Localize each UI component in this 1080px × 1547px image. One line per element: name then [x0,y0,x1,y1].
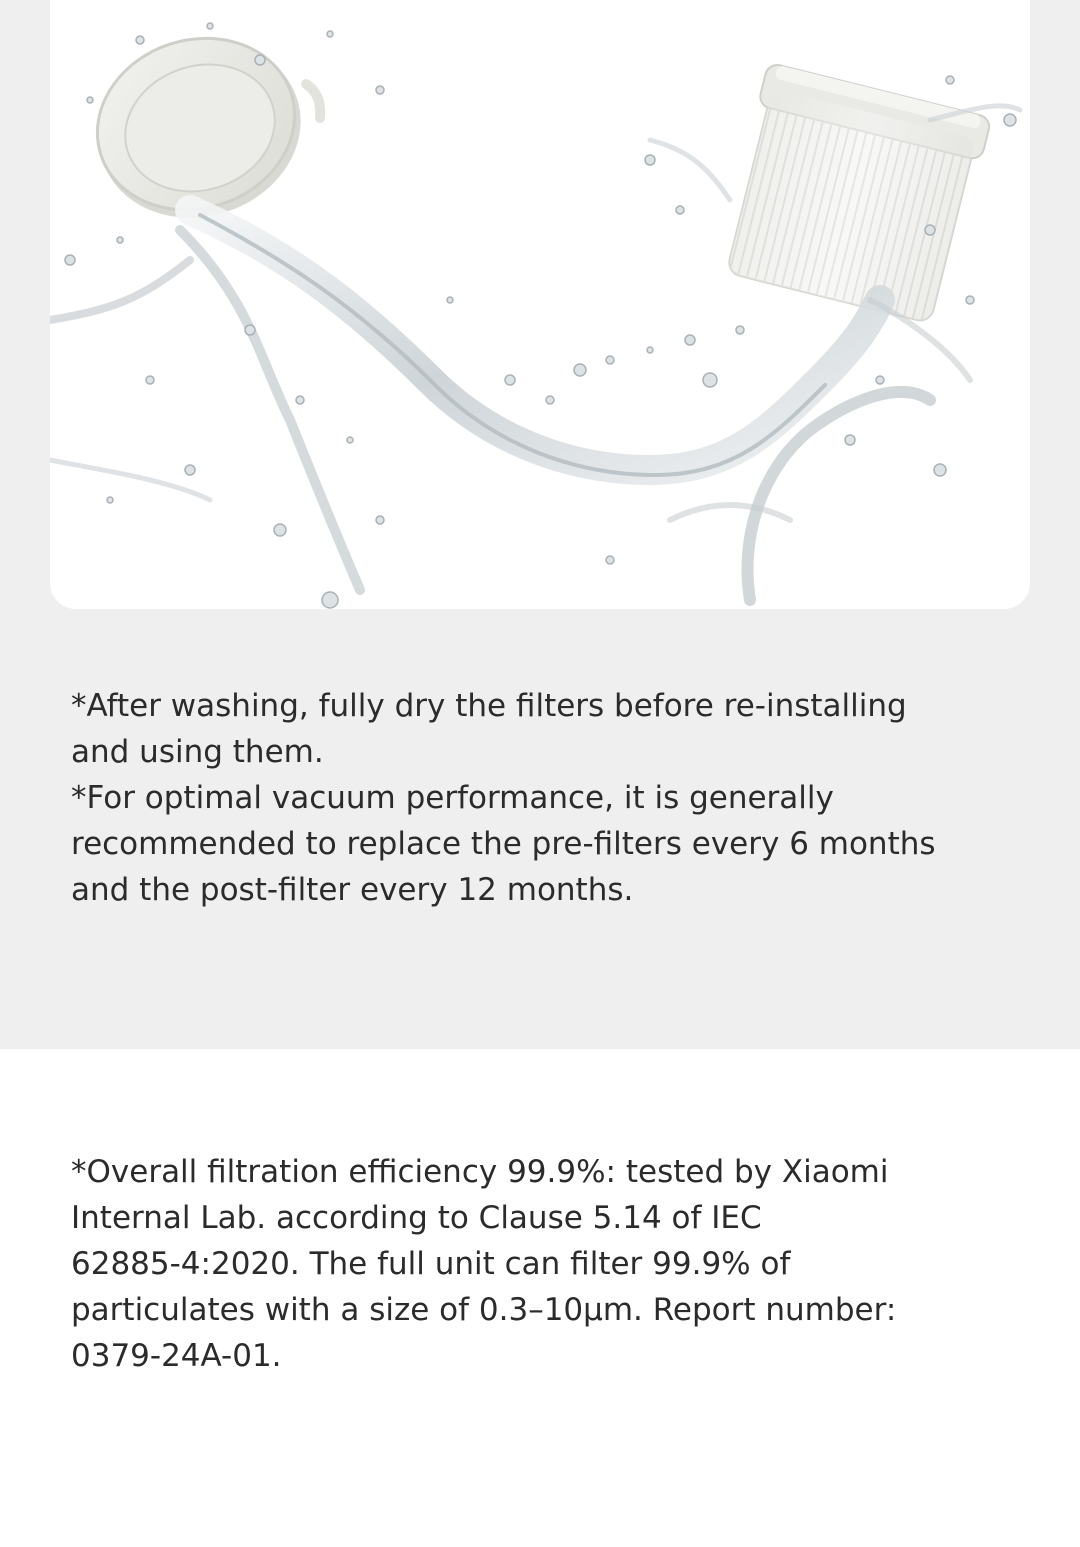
care-note-line: and using them. [71,734,324,770]
filtration-efficiency-note [71,1149,1011,1379]
filtration-note-line: *Overall filtration efficiency 99.9%: tested by Xiaomi [71,1154,889,1190]
care-note-line: recommended to replace the pre-filters every 6 months [71,826,936,862]
filtration-note-line: 62885-4:2020. The full unit can filter 99.9% of [71,1246,791,1282]
filtration-note-line: 0379-24A-01. [71,1338,282,1374]
filters-water-splash-illustration [50,0,1030,609]
care-notes [71,683,1011,913]
hero-image-card [50,0,1030,609]
post-filter-cylinder [717,62,992,325]
care-note-line: *After washing, fully dry the filters before re-installing [71,688,907,724]
care-note-line: and the post-filter every 12 months. [71,872,634,908]
filtration-note-line: Internal Lab. according to Clause 5.14 of IEC [71,1200,762,1236]
filtration-note-line: particulates with a size of 0.3–10μm. Report number: [71,1292,897,1328]
care-note-line: *For optimal vacuum performance, it is generally [71,780,834,816]
